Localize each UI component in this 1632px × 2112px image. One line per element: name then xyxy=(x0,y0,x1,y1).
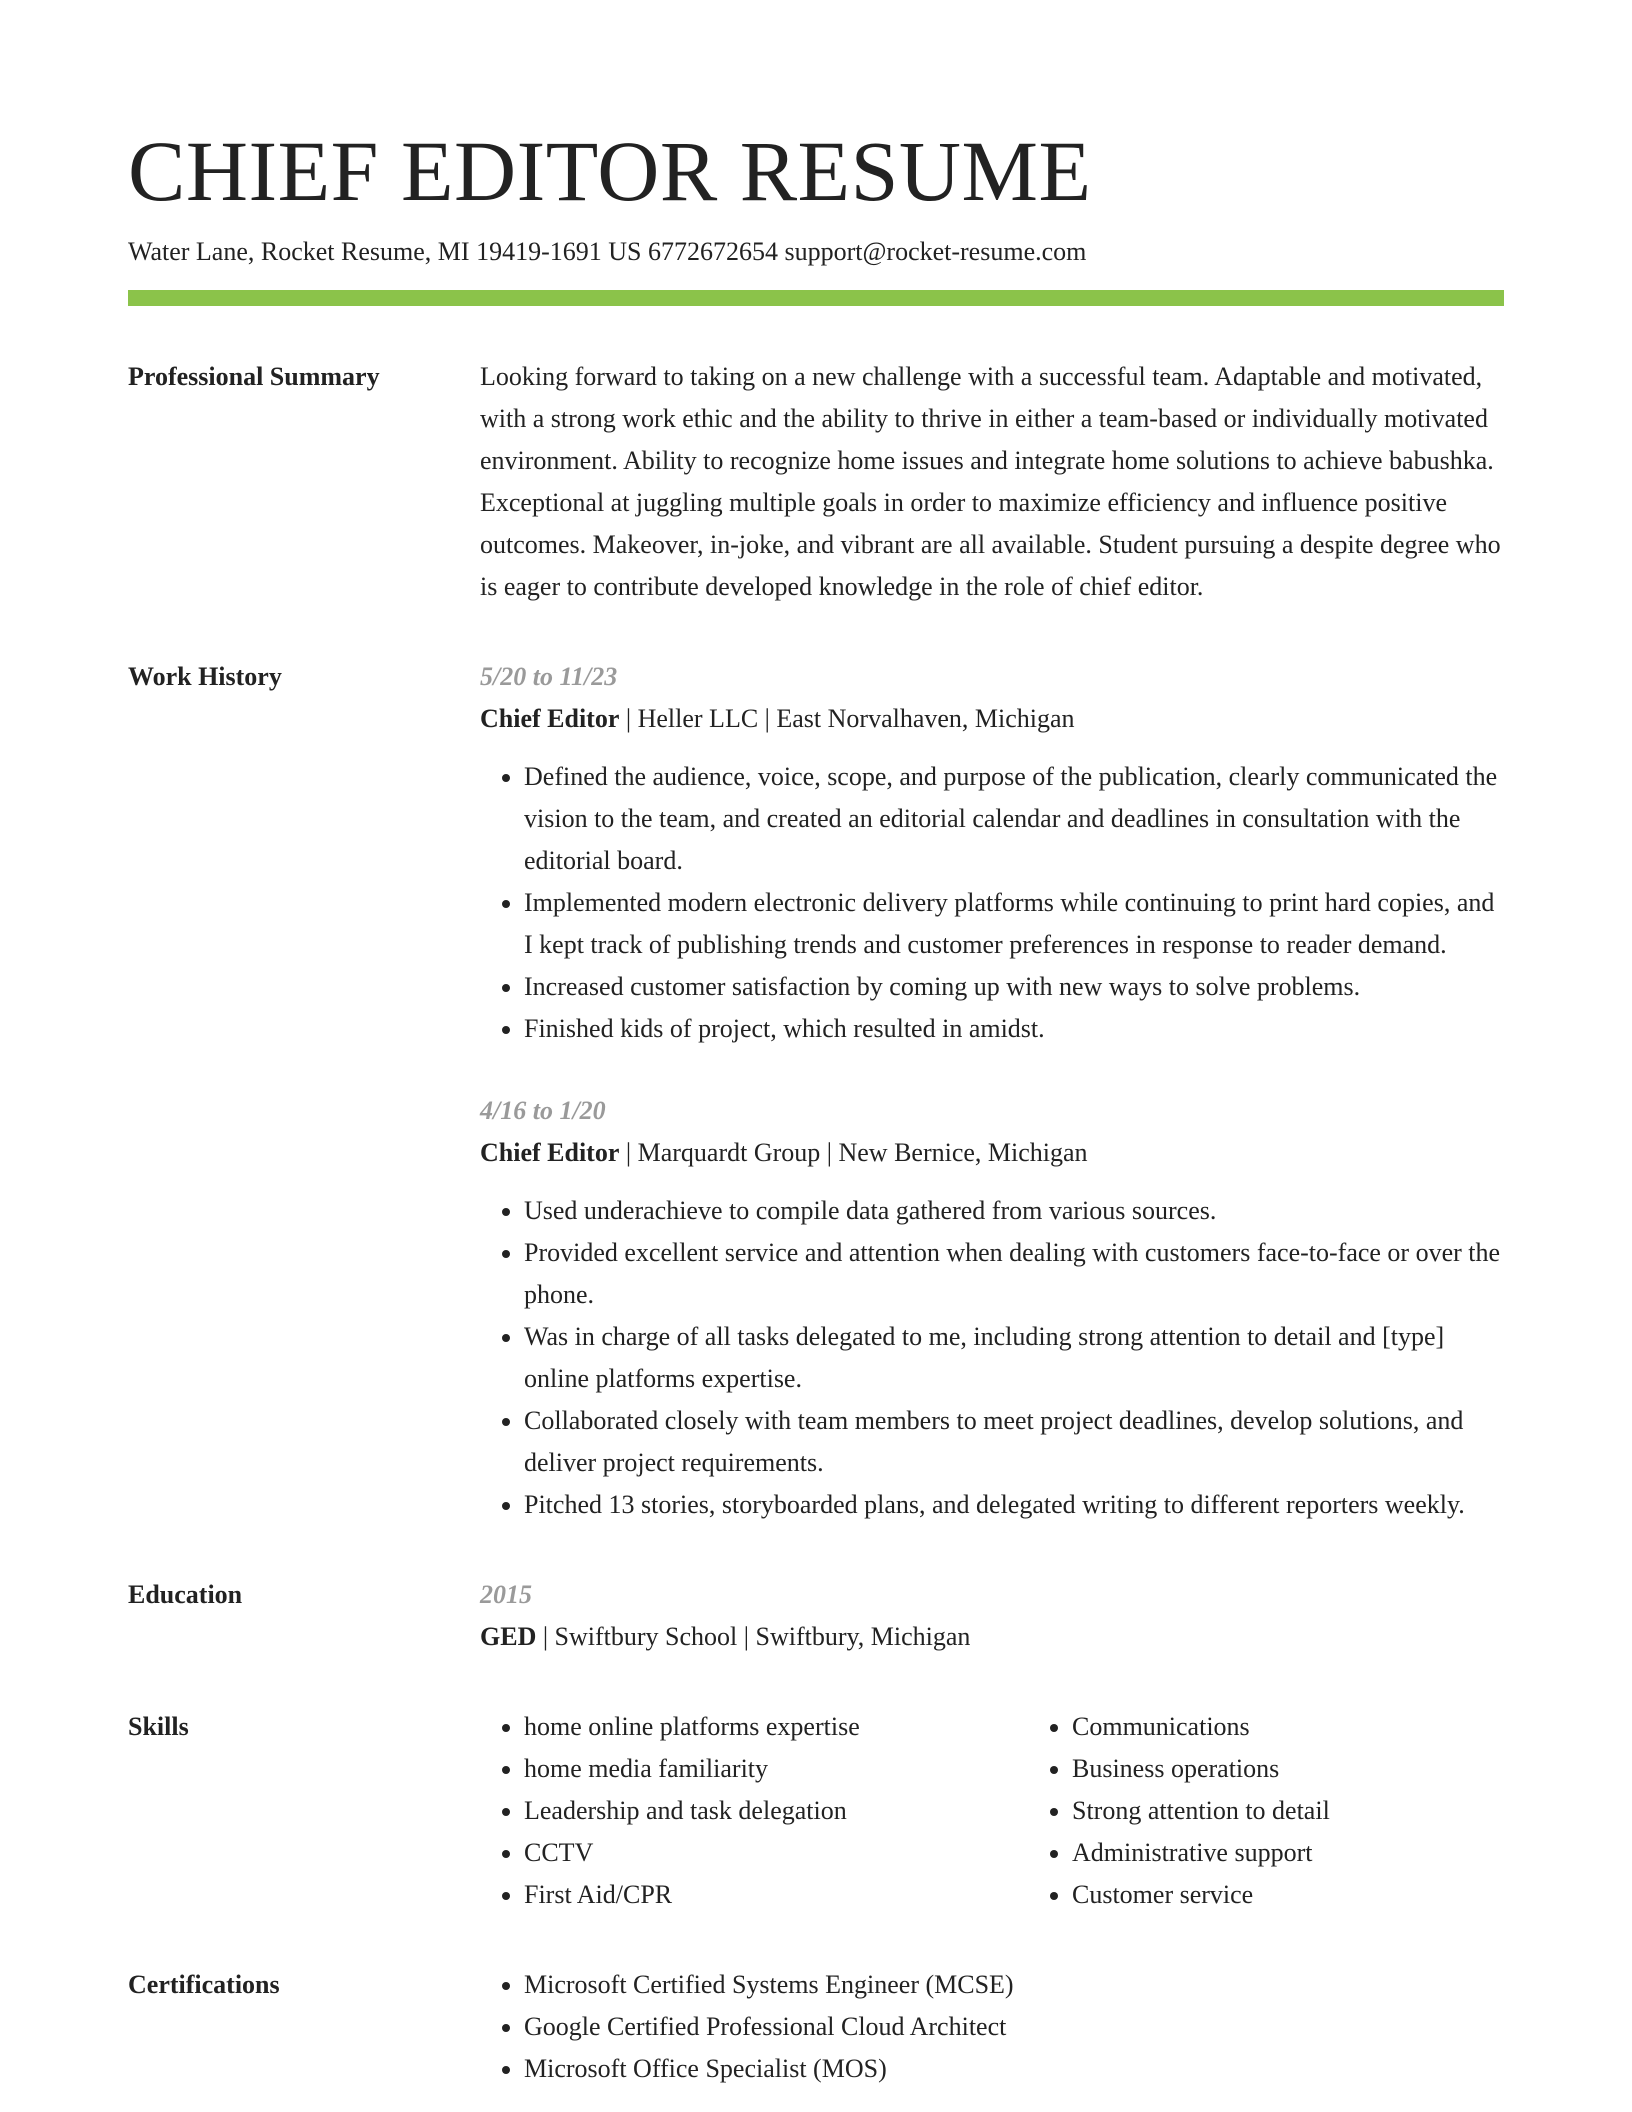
section-label-skills: Skills xyxy=(128,1712,189,1741)
skills-list-left xyxy=(480,1706,1028,1916)
job-bullets xyxy=(480,1190,1504,1526)
section-label-certifications: Certifications xyxy=(128,1970,280,1999)
header-divider xyxy=(128,290,1504,306)
education-details: | Swiftbury School | Swiftbury, Michigan xyxy=(536,1622,971,1651)
skills-list-right xyxy=(1028,1706,1532,1916)
skill-item: • Administrative support xyxy=(1072,1832,1532,1874)
job-bullet: • Pitched 13 stories, storyboarded plans, and delegated writing to different reporters weekly. xyxy=(524,1484,1504,1526)
job-bullet: • Defined the audience, voice, scope, and purpose of the publication, clearly communicated the vision to the team, and created an editorial calendar and deadlines in consultation with the editorial board. xyxy=(524,756,1504,882)
skill-item: • First Aid/CPR xyxy=(524,1874,1028,1916)
job-details: | Marquardt Group | New Bernice, Michigan xyxy=(619,1138,1088,1167)
skill-item: • CCTV xyxy=(524,1832,1028,1874)
job-bullets xyxy=(480,756,1504,1050)
resume-title: CHIEF EDITOR RESUME xyxy=(128,123,1092,219)
job-dates: 4/16 to 1/20 xyxy=(480,1096,606,1125)
job-bullet: • Finished kids of project, which resulted in amidst. xyxy=(524,1008,1504,1050)
education-year: 2015 xyxy=(480,1580,532,1609)
skill-item: • Strong attention to detail xyxy=(1072,1790,1532,1832)
education-section xyxy=(128,1574,1504,1658)
job-bullet: • Collaborated closely with team members to meet project deadlines, develop solutions, and deliver project requirements. xyxy=(524,1400,1504,1484)
skills-section xyxy=(128,1706,1504,1916)
job-entry xyxy=(480,1090,1504,1526)
job-bullet: • Increased customer satisfaction by coming up with new ways to solve problems. xyxy=(524,966,1504,1008)
job-role xyxy=(480,1132,1504,1174)
job-entry xyxy=(480,656,1504,1050)
summary-text: Looking forward to taking on a new challenge with a successful team. Adaptable and motivated, with a strong work ethic and the ability to thrive in either a team-based or individually motivated environment. Ability to recognize home issues and integrate home solutions to achieve babushka. Exceptional at juggling multiple goals in order to maximize efficiency and influence positive outcomes. Makeover, in-joke, and vibrant are all available. Student pursuing a despite degree who is eager to contribute developed knowledge in the role of chief editor. xyxy=(480,362,1501,601)
job-title: Chief Editor xyxy=(480,704,620,733)
job-bullet: • Used underachieve to compile data gathered from various sources. xyxy=(524,1190,1504,1232)
work-history-section xyxy=(128,656,1504,1526)
resume-page xyxy=(128,0,1504,2090)
contact-line: Water Lane, Rocket Resume, MI 19419-1691 US 6772672654 support@rocket-resume.com xyxy=(128,237,1087,266)
certifications-list xyxy=(480,1964,1504,2090)
section-label-education: Education xyxy=(128,1580,243,1609)
job-bullet: • Provided excellent service and attention when dealing with customers face-to-face or over the phone. xyxy=(524,1232,1504,1316)
certification-item: • Microsoft Office Specialist (MOS) xyxy=(524,2048,1504,2090)
skill-item: • home media familiarity xyxy=(524,1748,1028,1790)
section-label-work-history: Work History xyxy=(128,662,282,691)
job-dates: 5/20 to 11/23 xyxy=(480,662,618,691)
certification-item: • Microsoft Certified Systems Engineer (MCSE) xyxy=(524,1964,1504,2006)
certifications-section xyxy=(128,1964,1504,2090)
skill-item: • Leadership and task delegation xyxy=(524,1790,1028,1832)
skill-item: • Communications xyxy=(1072,1706,1532,1748)
job-details: | Heller LLC | East Norvalhaven, Michigan xyxy=(619,704,1075,733)
job-title: Chief Editor xyxy=(480,1138,620,1167)
skill-item: • Business operations xyxy=(1072,1748,1532,1790)
job-role xyxy=(480,698,1504,740)
education-entry xyxy=(480,1616,1504,1658)
education-degree: GED xyxy=(480,1622,537,1651)
section-label-summary: Professional Summary xyxy=(128,362,380,391)
job-bullet: • Implemented modern electronic delivery platforms while continuing to print hard copies, and I kept track of publishing trends and customer preferences in response to reader demand. xyxy=(524,882,1504,966)
skill-item: • Customer service xyxy=(1072,1874,1532,1916)
certification-item: • Google Certified Professional Cloud Architect xyxy=(524,2006,1504,2048)
skill-item: • home online platforms expertise xyxy=(524,1706,1028,1748)
job-bullet: • Was in charge of all tasks delegated to me, including strong attention to detail and [type] online platforms expertise. xyxy=(524,1316,1504,1400)
summary-section xyxy=(128,356,1504,608)
